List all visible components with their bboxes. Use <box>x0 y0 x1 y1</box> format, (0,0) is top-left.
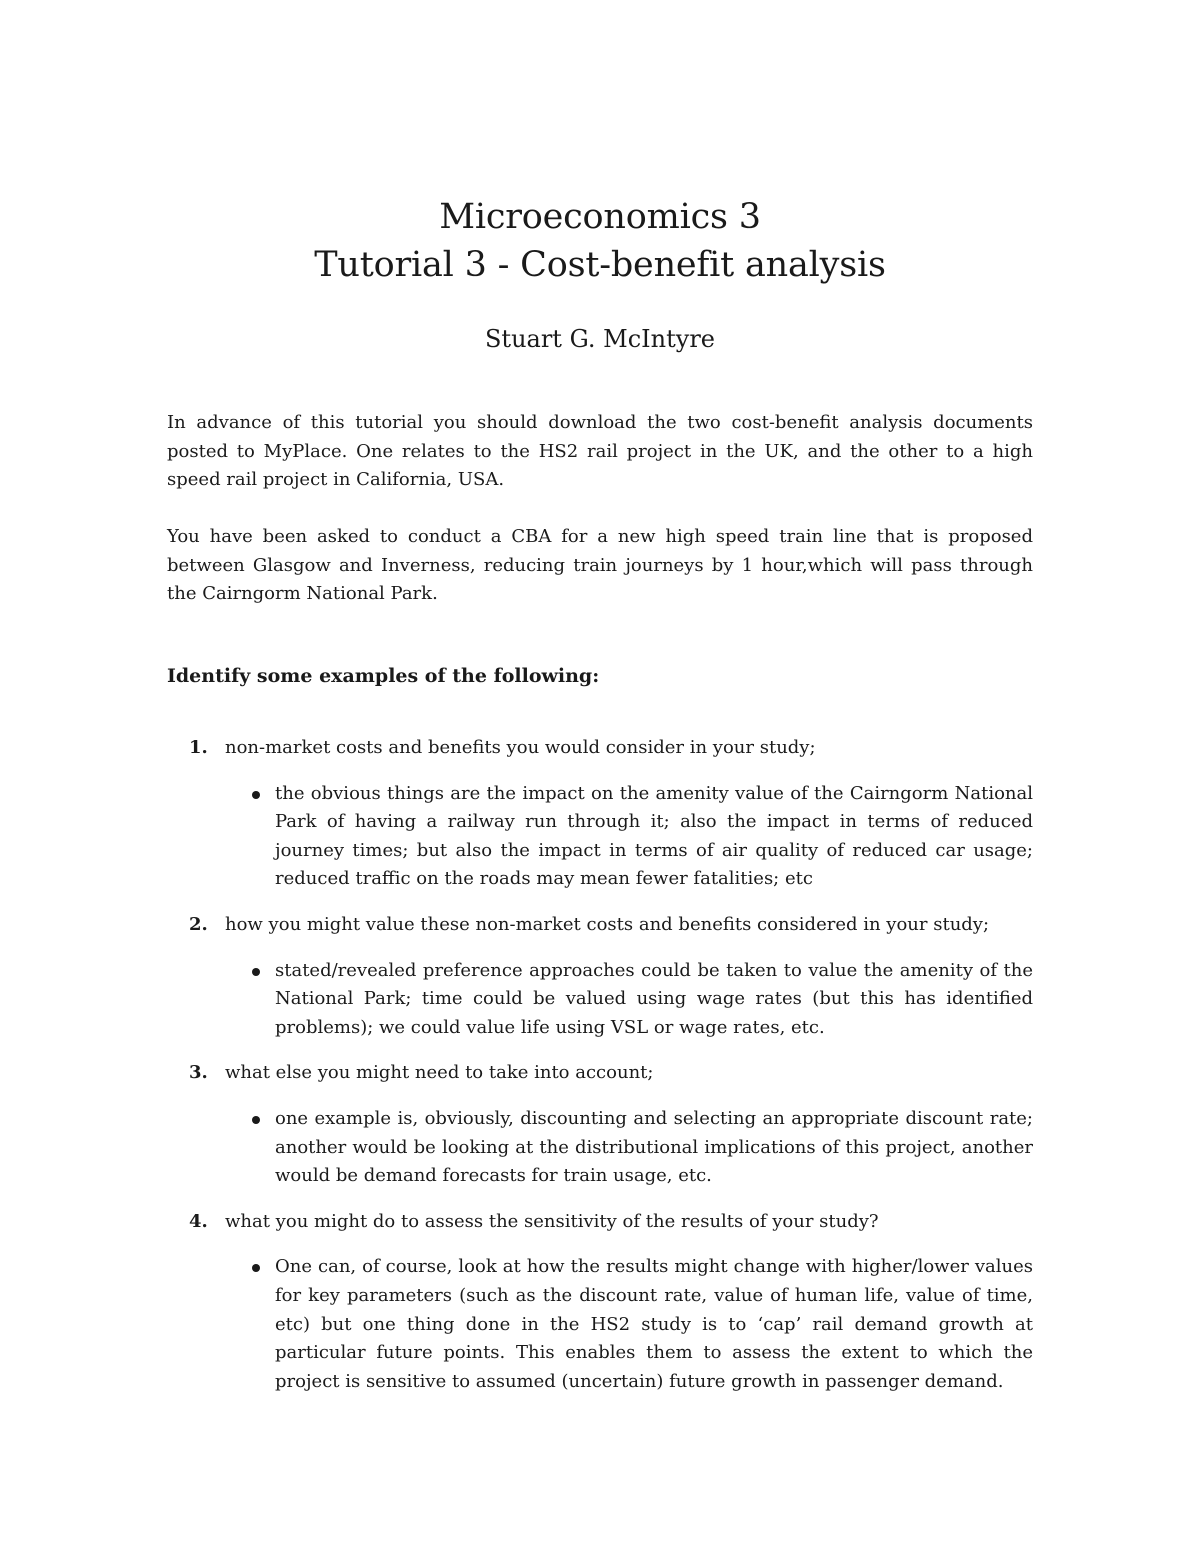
question-number: 1. <box>189 737 208 758</box>
question-row <box>167 734 1033 763</box>
answer-item <box>167 1253 1033 1396</box>
bullet-icon <box>252 791 260 799</box>
question-number: 3. <box>189 1062 208 1084</box>
answer-item <box>167 957 1033 1043</box>
answer-text: the obvious things are the impact on the amenity value of the Cairngorm National Park of having a railway run through it; also the impact in terms of reduced journey times; but also the impact in terms of air quality of reduced car usage; reduced traffic on the roads may mean fewer fatalities; etc <box>275 782 1033 890</box>
question-number: 2. <box>189 913 208 935</box>
answer-item <box>167 780 1033 894</box>
question-text: non-market costs and benefits you would consider in your study; <box>225 737 816 758</box>
question-text: how you might value these non-market costs and benefits considered in your study; <box>225 913 990 935</box>
question-item-3 <box>167 1059 1033 1190</box>
answer-item <box>167 1105 1033 1191</box>
tutorial-title: Tutorial 3 - Cost-benefit analysis <box>314 245 886 285</box>
bullet-icon <box>252 1116 260 1124</box>
question-row <box>167 1208 1033 1237</box>
question-item-4 <box>167 1208 1033 1397</box>
question-row <box>167 911 1033 940</box>
question-text: what else you might need to take into account; <box>225 1062 654 1084</box>
bullet-icon <box>252 1264 260 1272</box>
answer-text: stated/revealed preference approaches could be taken to value the amenity of the National Park; time could be valued using wage rates (but this has identified problems); we could value life using VSL or wage rates, etc. <box>275 959 1033 1038</box>
title-block <box>0 193 1200 289</box>
question-text: what you might do to assess the sensitivity of the results of your study? <box>225 1210 879 1232</box>
section-heading: Identify some examples of the following: <box>167 665 600 687</box>
question-number: 4. <box>189 1210 208 1232</box>
question-item-2 <box>167 911 1033 1042</box>
intro-paragraph-2: You have been asked to conduct a CBA for a new high speed train line that is proposed between Glasgow and Inverness, reducing train journeys by 1 hour,which will pass through the Cairngorm National Park. <box>167 526 1033 605</box>
question-row <box>167 1059 1033 1088</box>
question-item-1 <box>167 734 1033 894</box>
question-list <box>167 734 1033 1413</box>
bullet-icon <box>252 968 260 976</box>
answer-text: One can, of course, look at how the results might change with higher/lower values for key parameters (such as the discount rate, value of human life, value of time, etc) but one thing done in the HS2 study is to ‘cap’ rail demand growth at particular future points. This enables them to assess the extent to which the project is sensitive to assumed (uncertain) future growth in passenger demand. <box>275 1256 1033 1392</box>
intro-paragraph-1: In advance of this tutorial you should download the two cost-benefit analysis documents posted to MyPlace. One relates to the HS2 rail project in the UK, and the other to a high speed rail project in California, USA. <box>167 412 1033 491</box>
course-title: Microeconomics 3 <box>439 197 761 237</box>
author-name: Stuart G. McIntyre <box>484 325 715 353</box>
answer-text: one example is, obviously, discounting and selecting an appropriate discount rate; another would be looking at the distributional implications of this project, another would be demand forecasts for train usage, etc. <box>275 1107 1033 1187</box>
